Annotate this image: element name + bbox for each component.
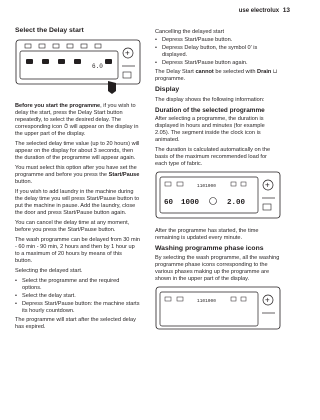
brand-prefix: use xyxy=(238,8,250,14)
list-item: • Depress Start/Pause button again. xyxy=(155,60,280,67)
display-panel-illustration xyxy=(155,171,281,221)
drain-icon: ⊔ xyxy=(272,69,278,75)
paragraph-add-laundry: If you wish to add laundry in the machine during the delay time you will press Start/Pause button to put the machine in pause. Add the laundry, close the door and press Start/Pause button again. xyxy=(15,188,140,216)
svg-text:2.00: 2.00 xyxy=(227,198,246,207)
svg-text:+: + xyxy=(265,295,270,305)
list-item: • Select the delay start. xyxy=(15,293,140,300)
list-item: • Select the programme and the required options. xyxy=(15,278,140,292)
paragraph-delay-range: The wash programme can be delayed from 30 min - 60 min - 90 min, 2 hours and then by 1 hour up to a maximum of 20 hours by means of this button. xyxy=(15,236,140,264)
list-item: • Depress Start/Pause button: the machine starts its hourly countdown. xyxy=(15,301,140,315)
paragraph-programme-start: The programme will start after the selected delay has expired. xyxy=(15,316,136,330)
page-header xyxy=(239,7,290,14)
delay-symbol-icon: 0′ xyxy=(247,45,252,51)
page-number: 13 xyxy=(282,7,290,14)
panel-display-value: 6.0 xyxy=(92,62,103,70)
list-item: • Depress Delay button, the symbol 0′ is displayed. xyxy=(155,45,280,59)
paragraph-before-start: Before you start the programme, if you wish to delay the start, press the Delay Start button repeatedly, to select the desired delay. The corresponding icon ⏱ will appear on the display in the upper part of the display. xyxy=(15,102,139,137)
delay-drain-note: The Delay Start cannot be selected with Drain ⊔ programme. xyxy=(155,69,278,82)
section-title-display: Display xyxy=(155,86,180,93)
paragraph-cancel-delay: You can cancel the delay time at any moment, before you press the Start/Pause button. xyxy=(15,219,130,233)
paragraph-selecting-delay: Selecting the delayed start. xyxy=(15,267,83,274)
svg-text:+: + xyxy=(265,180,270,189)
cancel-delay-heading: Cancelling the delayed start xyxy=(155,29,225,35)
phase-panel-illustration xyxy=(155,286,281,330)
section-title-duration: Duration of the selected programme xyxy=(155,106,265,114)
cancel-steps-list xyxy=(155,37,280,67)
paragraph-select-option: You must select this option after you have set the programme and before you press the Start/Pause button. xyxy=(15,164,140,185)
delay-steps-list xyxy=(15,278,140,315)
control-panel-illustration xyxy=(15,39,141,96)
clock-icon: ⏱ xyxy=(63,123,69,130)
duration-paragraph-1: After selecting a programme, the duration is displayed in hours and minutes (for example 2.05). The segment inside the clock icon is animated. xyxy=(155,115,265,143)
svg-text:+: + xyxy=(125,48,130,57)
paragraph-delay-value: The selected delay time value (up to 20 hours) will appear on the display for about 3 seconds, then the duration of the programme will appear again. xyxy=(15,140,140,161)
svg-text:1101000: 1101000 xyxy=(197,183,216,189)
after-start-paragraph: After the programme has started, the time remaining is updated every minute. xyxy=(155,227,259,241)
brand-name: electrolux xyxy=(250,8,280,14)
list-item: • Depress Start/Pause button. xyxy=(155,37,280,44)
right-column xyxy=(155,29,280,337)
phase-icons-paragraph: By selecting the wash programme, all the washing programme phase icons corresponding to the various phases making up the programme are shown in the upper part of the display. xyxy=(155,255,280,282)
svg-text:1000: 1000 xyxy=(181,198,200,207)
section-title-phase-icons: Washing programme phase icons xyxy=(155,244,264,252)
left-column xyxy=(15,27,140,334)
section-title-delay-start: Select the Delay start xyxy=(15,27,84,34)
svg-text:1101000: 1101000 xyxy=(197,299,216,304)
display-description: The display shows the following information: xyxy=(155,96,265,103)
duration-paragraph-2: The duration is calculated automatically on the basis of the maximum recommended load for each type of fabric. xyxy=(155,146,271,167)
svg-text:60: 60 xyxy=(164,198,174,207)
